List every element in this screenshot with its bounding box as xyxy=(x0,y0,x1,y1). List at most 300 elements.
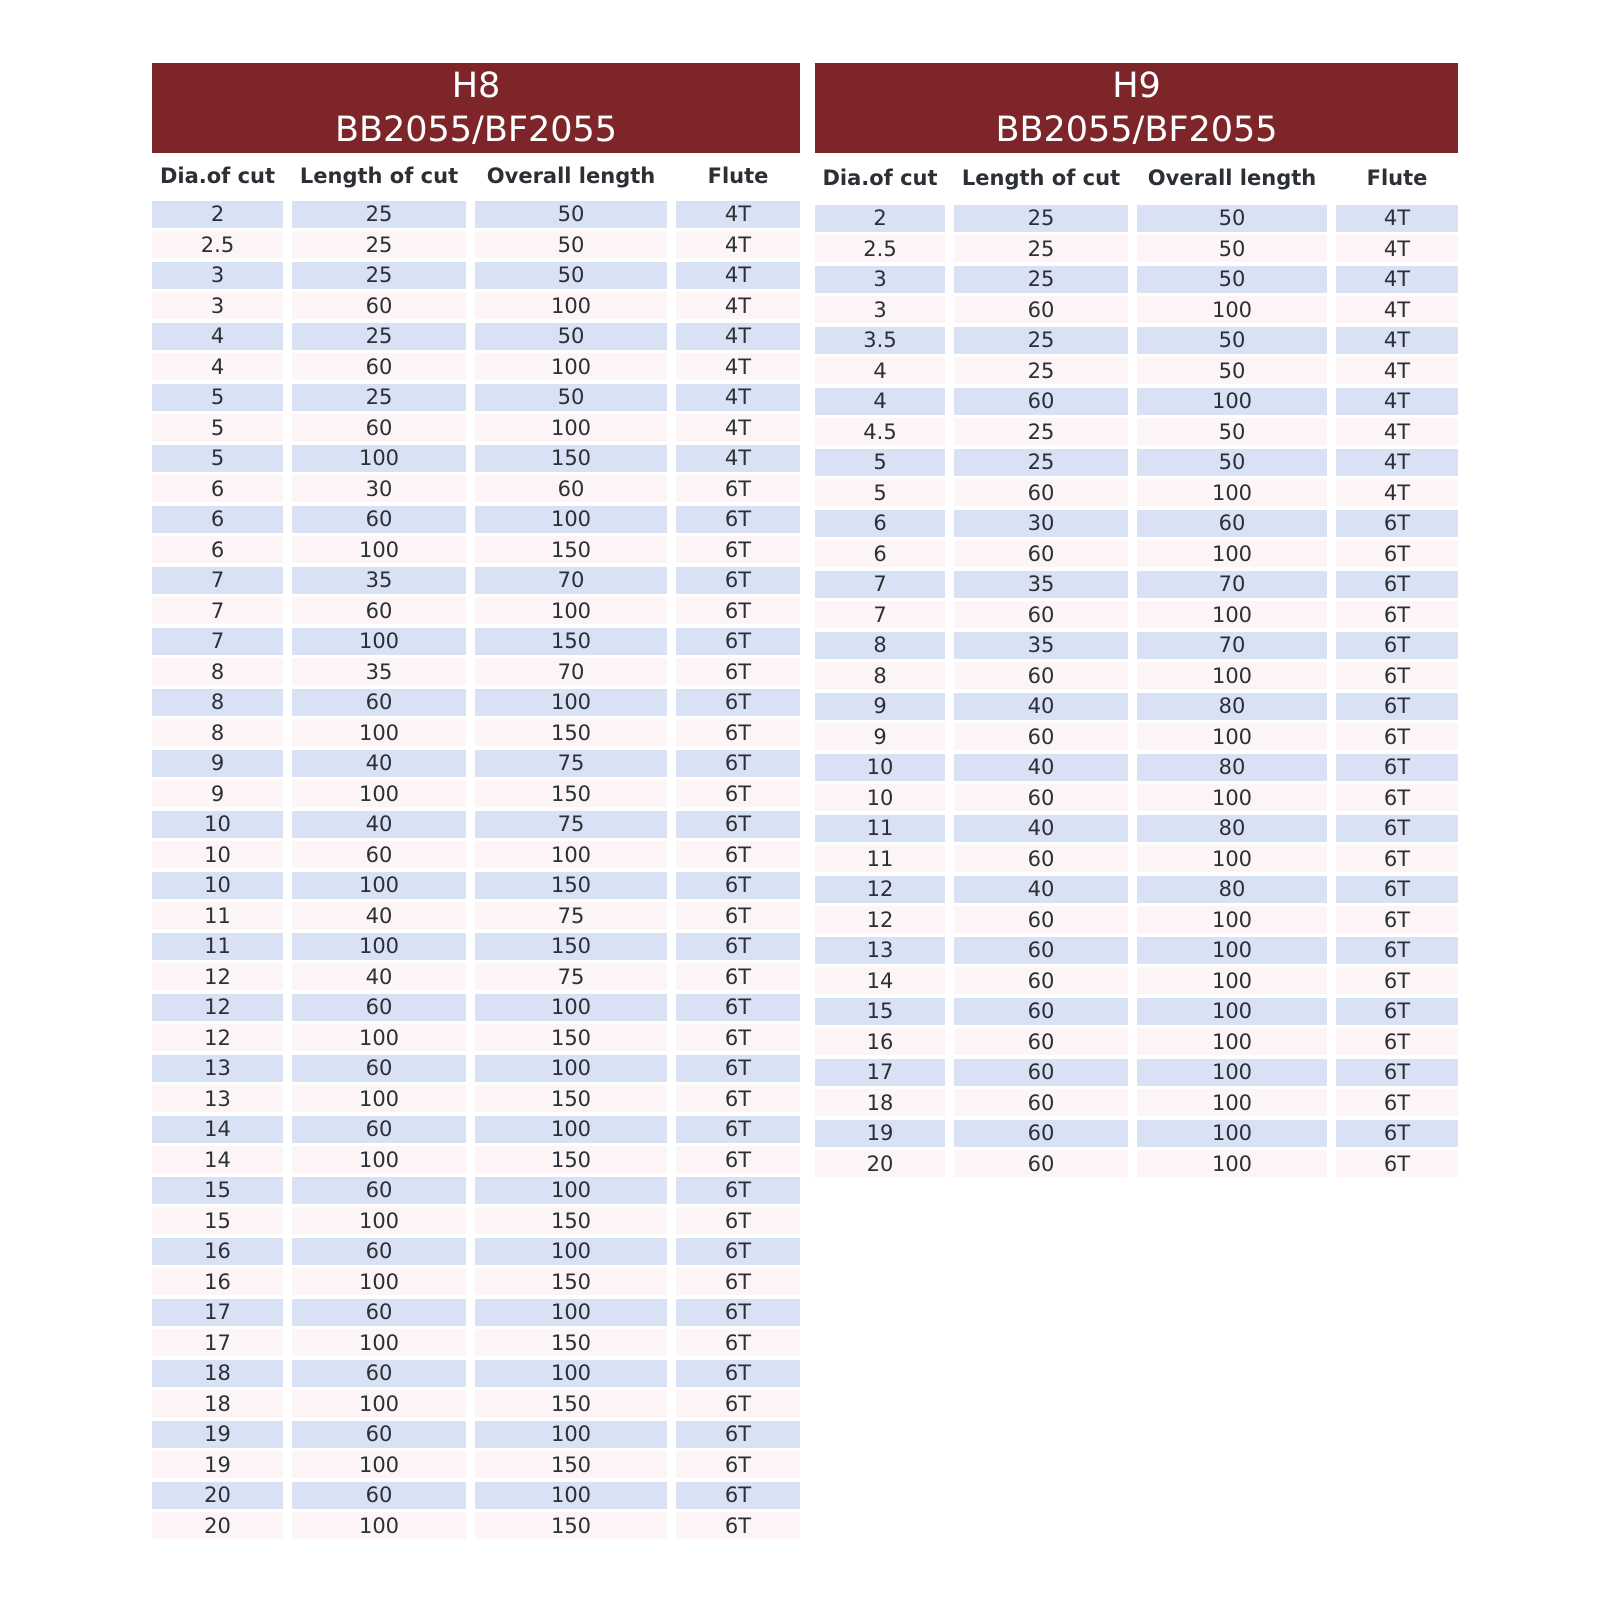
col-overall-length: Overall length xyxy=(1147,166,1317,190)
overall-length-cell: 100 xyxy=(475,1482,667,1509)
flute-cell: 6T xyxy=(676,1268,800,1295)
flute-cell: 6T xyxy=(676,536,800,563)
length-of-cut-cell: 100 xyxy=(292,1451,466,1478)
h9-table-header xyxy=(815,63,1458,153)
dia-of-cut-cell: 18 xyxy=(815,1089,945,1116)
overall-length-cell: 150 xyxy=(475,1146,667,1173)
length-of-cut-cell: 25 xyxy=(954,418,1128,445)
h8-spec-table xyxy=(152,63,800,1541)
dia-of-cut-cell: 14 xyxy=(152,1146,283,1173)
length-of-cut-cell: 40 xyxy=(292,811,466,838)
length-of-cut-cell: 60 xyxy=(292,994,466,1021)
length-of-cut-cell: 100 xyxy=(292,445,466,472)
flute-cell: 6T xyxy=(676,1421,800,1448)
col-length-of-cut: Length of cut xyxy=(299,164,459,188)
flute-cell: 6T xyxy=(676,1177,800,1204)
dia-of-cut-cell: 17 xyxy=(152,1299,283,1326)
h8-table-header xyxy=(152,63,800,153)
overall-length-cell: 100 xyxy=(1137,479,1327,506)
h8-column-headers xyxy=(152,153,800,199)
length-of-cut-cell: 60 xyxy=(954,479,1128,506)
table-row xyxy=(815,600,1458,631)
dia-of-cut-cell: 8 xyxy=(152,719,283,746)
length-of-cut-cell: 40 xyxy=(954,754,1128,781)
dia-of-cut-cell: 16 xyxy=(815,1028,945,1055)
overall-length-cell: 100 xyxy=(1137,601,1327,628)
table-row xyxy=(152,474,800,505)
flute-cell: 6T xyxy=(1336,723,1458,750)
overall-length-cell: 50 xyxy=(475,201,667,228)
flute-cell: 6T xyxy=(676,1146,800,1173)
dia-of-cut-cell: 4 xyxy=(152,323,283,350)
overall-length-cell: 100 xyxy=(475,1238,667,1265)
flute-cell: 6T xyxy=(676,719,800,746)
length-of-cut-cell: 25 xyxy=(954,266,1128,293)
dia-of-cut-cell: 10 xyxy=(815,784,945,811)
table-row xyxy=(815,935,1458,966)
dia-of-cut-cell: 5 xyxy=(152,414,283,441)
length-of-cut-cell: 25 xyxy=(954,327,1128,354)
dia-of-cut-cell: 16 xyxy=(152,1268,283,1295)
overall-length-cell: 80 xyxy=(1137,815,1327,842)
dia-of-cut-cell: 7 xyxy=(152,567,283,594)
length-of-cut-cell: 60 xyxy=(954,1089,1128,1116)
flute-cell: 4T xyxy=(676,231,800,258)
table-row xyxy=(152,291,800,322)
overall-length-cell: 100 xyxy=(1137,1089,1327,1116)
overall-length-cell: 100 xyxy=(475,353,667,380)
table-row xyxy=(152,1328,800,1359)
length-of-cut-cell: 60 xyxy=(292,414,466,441)
col-length-of-cut: Length of cut xyxy=(961,166,1121,190)
dia-of-cut-cell: 7 xyxy=(152,597,283,624)
length-of-cut-cell: 25 xyxy=(954,449,1128,476)
flute-cell: 4T xyxy=(1336,388,1458,415)
overall-length-cell: 50 xyxy=(1137,266,1327,293)
flute-cell: 6T xyxy=(1336,1089,1458,1116)
length-of-cut-cell: 60 xyxy=(954,998,1128,1025)
overall-length-cell: 75 xyxy=(475,963,667,990)
table-row xyxy=(152,1236,800,1267)
table-row xyxy=(815,874,1458,905)
table-row xyxy=(815,1118,1458,1149)
overall-length-cell: 150 xyxy=(475,1390,667,1417)
length-of-cut-cell: 100 xyxy=(292,536,466,563)
flute-cell: 4T xyxy=(676,414,800,441)
length-of-cut-cell: 60 xyxy=(954,540,1128,567)
dia-of-cut-cell: 3.5 xyxy=(815,327,945,354)
table-row xyxy=(815,539,1458,570)
dia-of-cut-cell: 3 xyxy=(152,292,283,319)
table-row xyxy=(152,352,800,383)
overall-length-cell: 100 xyxy=(475,1116,667,1143)
table-row xyxy=(815,234,1458,265)
length-of-cut-cell: 25 xyxy=(954,205,1128,232)
dia-of-cut-cell: 10 xyxy=(815,754,945,781)
overall-length-cell: 70 xyxy=(475,567,667,594)
dia-of-cut-cell: 10 xyxy=(152,872,283,899)
table-row xyxy=(152,626,800,657)
table-row xyxy=(152,809,800,840)
dia-of-cut-cell: 2 xyxy=(815,205,945,232)
table-row xyxy=(152,260,800,291)
dia-of-cut-cell: 18 xyxy=(152,1360,283,1387)
flute-cell: 6T xyxy=(1336,754,1458,781)
length-of-cut-cell: 60 xyxy=(292,1421,466,1448)
dia-of-cut-cell: 20 xyxy=(815,1150,945,1177)
length-of-cut-cell: 100 xyxy=(292,1329,466,1356)
flute-cell: 4T xyxy=(676,292,800,319)
flute-cell: 4T xyxy=(1336,449,1458,476)
flute-cell: 6T xyxy=(1336,1028,1458,1055)
overall-length-cell: 100 xyxy=(475,994,667,1021)
flute-cell: 6T xyxy=(1336,662,1458,689)
h9-table-body xyxy=(815,203,1458,1179)
table-row xyxy=(152,1480,800,1511)
table-row xyxy=(815,386,1458,417)
flute-cell: 6T xyxy=(676,597,800,624)
flute-cell: 6T xyxy=(1336,510,1458,537)
table-row xyxy=(152,992,800,1023)
flute-cell: 6T xyxy=(1336,540,1458,567)
overall-length-cell: 100 xyxy=(1137,723,1327,750)
table-row xyxy=(152,1450,800,1481)
dia-of-cut-cell: 17 xyxy=(815,1059,945,1086)
dia-of-cut-cell: 9 xyxy=(152,750,283,777)
dia-of-cut-cell: 5 xyxy=(152,445,283,472)
length-of-cut-cell: 100 xyxy=(292,780,466,807)
overall-length-cell: 150 xyxy=(475,1329,667,1356)
dia-of-cut-cell: 4 xyxy=(815,357,945,384)
flute-cell: 6T xyxy=(676,628,800,655)
length-of-cut-cell: 100 xyxy=(292,1390,466,1417)
dia-of-cut-cell: 13 xyxy=(815,937,945,964)
table-row xyxy=(152,1053,800,1084)
dia-of-cut-cell: 5 xyxy=(152,384,283,411)
length-of-cut-cell: 60 xyxy=(954,967,1128,994)
dia-of-cut-cell: 4.5 xyxy=(815,418,945,445)
col-dia-of-cut: Dia.of cut xyxy=(822,166,938,190)
dia-of-cut-cell: 12 xyxy=(815,876,945,903)
dia-of-cut-cell: 7 xyxy=(815,601,945,628)
overall-length-cell: 100 xyxy=(1137,388,1327,415)
table-row xyxy=(152,504,800,535)
overall-length-cell: 50 xyxy=(475,323,667,350)
dia-of-cut-cell: 11 xyxy=(815,845,945,872)
length-of-cut-cell: 60 xyxy=(292,841,466,868)
dia-of-cut-cell: 19 xyxy=(815,1120,945,1147)
table-row xyxy=(815,630,1458,661)
flute-cell: 4T xyxy=(676,201,800,228)
length-of-cut-cell: 35 xyxy=(954,571,1128,598)
dia-of-cut-cell: 4 xyxy=(152,353,283,380)
dia-of-cut-cell: 15 xyxy=(152,1177,283,1204)
table-row xyxy=(815,325,1458,356)
flute-cell: 6T xyxy=(1336,1120,1458,1147)
overall-length-cell: 150 xyxy=(475,872,667,899)
length-of-cut-cell: 60 xyxy=(954,1120,1128,1147)
dia-of-cut-cell: 7 xyxy=(152,628,283,655)
overall-length-cell: 150 xyxy=(475,1451,667,1478)
table-row xyxy=(152,748,800,779)
dia-of-cut-cell: 3 xyxy=(815,266,945,293)
dia-of-cut-cell: 8 xyxy=(152,658,283,685)
table-row xyxy=(815,844,1458,875)
length-of-cut-cell: 40 xyxy=(954,876,1128,903)
length-of-cut-cell: 100 xyxy=(292,872,466,899)
overall-length-cell: 100 xyxy=(1137,296,1327,323)
dia-of-cut-cell: 9 xyxy=(152,780,283,807)
overall-length-cell: 50 xyxy=(1137,418,1327,445)
overall-length-cell: 50 xyxy=(1137,327,1327,354)
dia-of-cut-cell: 5 xyxy=(815,449,945,476)
flute-cell: 6T xyxy=(676,658,800,685)
dia-of-cut-cell: 12 xyxy=(152,963,283,990)
dia-of-cut-cell: 13 xyxy=(152,1085,283,1112)
length-of-cut-cell: 30 xyxy=(954,510,1128,537)
dia-of-cut-cell: 20 xyxy=(152,1512,283,1539)
flute-cell: 6T xyxy=(676,1482,800,1509)
length-of-cut-cell: 30 xyxy=(292,475,466,502)
table-row xyxy=(815,783,1458,814)
table-row xyxy=(815,447,1458,478)
table-row xyxy=(815,966,1458,997)
length-of-cut-cell: 60 xyxy=(292,1116,466,1143)
length-of-cut-cell: 60 xyxy=(292,292,466,319)
dia-of-cut-cell: 5 xyxy=(815,479,945,506)
table-row xyxy=(152,840,800,871)
col-flute: Flute xyxy=(1366,166,1428,190)
length-of-cut-cell: 25 xyxy=(292,201,466,228)
flute-cell: 6T xyxy=(1336,1059,1458,1086)
table-row xyxy=(815,417,1458,448)
table-row xyxy=(152,901,800,932)
table-row xyxy=(152,565,800,596)
table-row xyxy=(152,962,800,993)
table-row xyxy=(815,813,1458,844)
overall-length-cell: 150 xyxy=(475,1268,667,1295)
col-overall-length: Overall length xyxy=(486,164,656,188)
length-of-cut-cell: 60 xyxy=(292,1238,466,1265)
overall-length-cell: 80 xyxy=(1137,693,1327,720)
table-row xyxy=(815,1088,1458,1119)
overall-length-cell: 150 xyxy=(475,1207,667,1234)
flute-cell: 6T xyxy=(676,811,800,838)
flute-cell: 4T xyxy=(676,353,800,380)
dia-of-cut-cell: 20 xyxy=(152,1482,283,1509)
flute-cell: 6T xyxy=(1336,906,1458,933)
table-row xyxy=(152,718,800,749)
overall-length-cell: 100 xyxy=(1137,845,1327,872)
table-row xyxy=(815,1057,1458,1088)
dia-of-cut-cell: 12 xyxy=(815,906,945,933)
overall-length-cell: 150 xyxy=(475,628,667,655)
dia-of-cut-cell: 15 xyxy=(815,998,945,1025)
length-of-cut-cell: 60 xyxy=(954,1028,1128,1055)
length-of-cut-cell: 40 xyxy=(292,750,466,777)
flute-cell: 6T xyxy=(1336,632,1458,659)
overall-length-cell: 100 xyxy=(1137,1150,1327,1177)
table-row xyxy=(152,1358,800,1389)
flute-cell: 6T xyxy=(676,994,800,1021)
flute-cell: 4T xyxy=(676,384,800,411)
length-of-cut-cell: 60 xyxy=(292,1482,466,1509)
overall-length-cell: 150 xyxy=(475,1085,667,1112)
flute-cell: 6T xyxy=(676,1299,800,1326)
table-row xyxy=(152,535,800,566)
table-row xyxy=(815,1149,1458,1180)
dia-of-cut-cell: 13 xyxy=(152,1055,283,1082)
flute-cell: 4T xyxy=(676,262,800,289)
length-of-cut-cell: 60 xyxy=(954,1059,1128,1086)
flute-cell: 6T xyxy=(676,841,800,868)
table-row xyxy=(815,508,1458,539)
flute-cell: 6T xyxy=(676,1238,800,1265)
flute-cell: 6T xyxy=(676,933,800,960)
overall-length-cell: 100 xyxy=(475,1360,667,1387)
h8-grade-title: H8 xyxy=(451,66,501,106)
dia-of-cut-cell: 19 xyxy=(152,1451,283,1478)
flute-cell: 4T xyxy=(1336,266,1458,293)
overall-length-cell: 100 xyxy=(1137,906,1327,933)
overall-length-cell: 100 xyxy=(1137,998,1327,1025)
table-row xyxy=(152,230,800,261)
dia-of-cut-cell: 8 xyxy=(815,632,945,659)
overall-length-cell: 100 xyxy=(475,1055,667,1082)
overall-length-cell: 100 xyxy=(475,689,667,716)
table-row xyxy=(152,199,800,230)
length-of-cut-cell: 25 xyxy=(954,235,1128,262)
flute-cell: 6T xyxy=(676,1451,800,1478)
table-row xyxy=(152,1114,800,1145)
overall-length-cell: 100 xyxy=(475,597,667,624)
table-row xyxy=(815,264,1458,295)
col-dia-of-cut: Dia.of cut xyxy=(159,164,276,188)
dia-of-cut-cell: 3 xyxy=(152,262,283,289)
overall-length-cell: 60 xyxy=(1137,510,1327,537)
table-row xyxy=(815,752,1458,783)
table-row xyxy=(815,295,1458,326)
overall-length-cell: 100 xyxy=(1137,967,1327,994)
length-of-cut-cell: 60 xyxy=(954,906,1128,933)
overall-length-cell: 150 xyxy=(475,719,667,746)
overall-length-cell: 50 xyxy=(475,384,667,411)
table-row xyxy=(152,779,800,810)
overall-length-cell: 70 xyxy=(1137,571,1327,598)
overall-length-cell: 100 xyxy=(475,414,667,441)
dia-of-cut-cell: 6 xyxy=(815,540,945,567)
overall-length-cell: 50 xyxy=(1137,235,1327,262)
dia-of-cut-cell: 6 xyxy=(152,475,283,502)
flute-cell: 4T xyxy=(1336,479,1458,506)
length-of-cut-cell: 100 xyxy=(292,1512,466,1539)
overall-length-cell: 100 xyxy=(475,1177,667,1204)
overall-length-cell: 50 xyxy=(1137,205,1327,232)
overall-length-cell: 100 xyxy=(1137,1059,1327,1086)
table-row xyxy=(152,931,800,962)
dia-of-cut-cell: 12 xyxy=(152,1024,283,1051)
overall-length-cell: 50 xyxy=(1137,357,1327,384)
flute-cell: 6T xyxy=(1336,784,1458,811)
dia-of-cut-cell: 10 xyxy=(152,811,283,838)
table-row xyxy=(152,413,800,444)
length-of-cut-cell: 60 xyxy=(954,1150,1128,1177)
overall-length-cell: 75 xyxy=(475,902,667,929)
flute-cell: 6T xyxy=(1336,601,1458,628)
table-row xyxy=(815,1027,1458,1058)
dia-of-cut-cell: 18 xyxy=(152,1390,283,1417)
dia-of-cut-cell: 9 xyxy=(815,693,945,720)
overall-length-cell: 150 xyxy=(475,445,667,472)
overall-length-cell: 75 xyxy=(475,750,667,777)
length-of-cut-cell: 100 xyxy=(292,628,466,655)
flute-cell: 6T xyxy=(1336,967,1458,994)
flute-cell: 6T xyxy=(676,506,800,533)
table-row xyxy=(152,443,800,474)
length-of-cut-cell: 60 xyxy=(954,601,1128,628)
length-of-cut-cell: 25 xyxy=(292,262,466,289)
h9-column-headers xyxy=(815,153,1458,203)
dia-of-cut-cell: 14 xyxy=(815,967,945,994)
overall-length-cell: 100 xyxy=(475,1299,667,1326)
length-of-cut-cell: 100 xyxy=(292,1207,466,1234)
table-row xyxy=(152,1389,800,1420)
length-of-cut-cell: 40 xyxy=(292,902,466,929)
table-row xyxy=(152,382,800,413)
overall-length-cell: 100 xyxy=(475,841,667,868)
length-of-cut-cell: 40 xyxy=(292,963,466,990)
length-of-cut-cell: 100 xyxy=(292,1085,466,1112)
length-of-cut-cell: 25 xyxy=(292,323,466,350)
overall-length-cell: 150 xyxy=(475,933,667,960)
table-row xyxy=(815,996,1458,1027)
dia-of-cut-cell: 9 xyxy=(815,723,945,750)
table-row xyxy=(815,569,1458,600)
flute-cell: 6T xyxy=(676,750,800,777)
flute-cell: 6T xyxy=(676,1207,800,1234)
length-of-cut-cell: 60 xyxy=(954,723,1128,750)
length-of-cut-cell: 60 xyxy=(954,296,1128,323)
length-of-cut-cell: 100 xyxy=(292,1024,466,1051)
length-of-cut-cell: 35 xyxy=(292,567,466,594)
length-of-cut-cell: 60 xyxy=(292,1177,466,1204)
dia-of-cut-cell: 11 xyxy=(815,815,945,842)
overall-length-cell: 100 xyxy=(1137,784,1327,811)
flute-cell: 6T xyxy=(1336,998,1458,1025)
flute-cell: 6T xyxy=(676,1512,800,1539)
overall-length-cell: 80 xyxy=(1137,876,1327,903)
length-of-cut-cell: 100 xyxy=(292,933,466,960)
overall-length-cell: 50 xyxy=(475,231,667,258)
table-row xyxy=(815,203,1458,234)
overall-length-cell: 150 xyxy=(475,1024,667,1051)
dia-of-cut-cell: 7 xyxy=(815,571,945,598)
flute-cell: 6T xyxy=(676,1024,800,1051)
length-of-cut-cell: 25 xyxy=(954,357,1128,384)
overall-length-cell: 150 xyxy=(475,1512,667,1539)
table-row xyxy=(815,905,1458,936)
length-of-cut-cell: 100 xyxy=(292,1146,466,1173)
flute-cell: 6T xyxy=(676,780,800,807)
overall-length-cell: 100 xyxy=(475,1421,667,1448)
flute-cell: 6T xyxy=(1336,571,1458,598)
dia-of-cut-cell: 3 xyxy=(815,296,945,323)
table-row xyxy=(152,1511,800,1542)
table-row xyxy=(152,1297,800,1328)
table-row xyxy=(152,1084,800,1115)
overall-length-cell: 70 xyxy=(475,658,667,685)
h8-model-title: BB2055/BF2055 xyxy=(334,110,618,150)
